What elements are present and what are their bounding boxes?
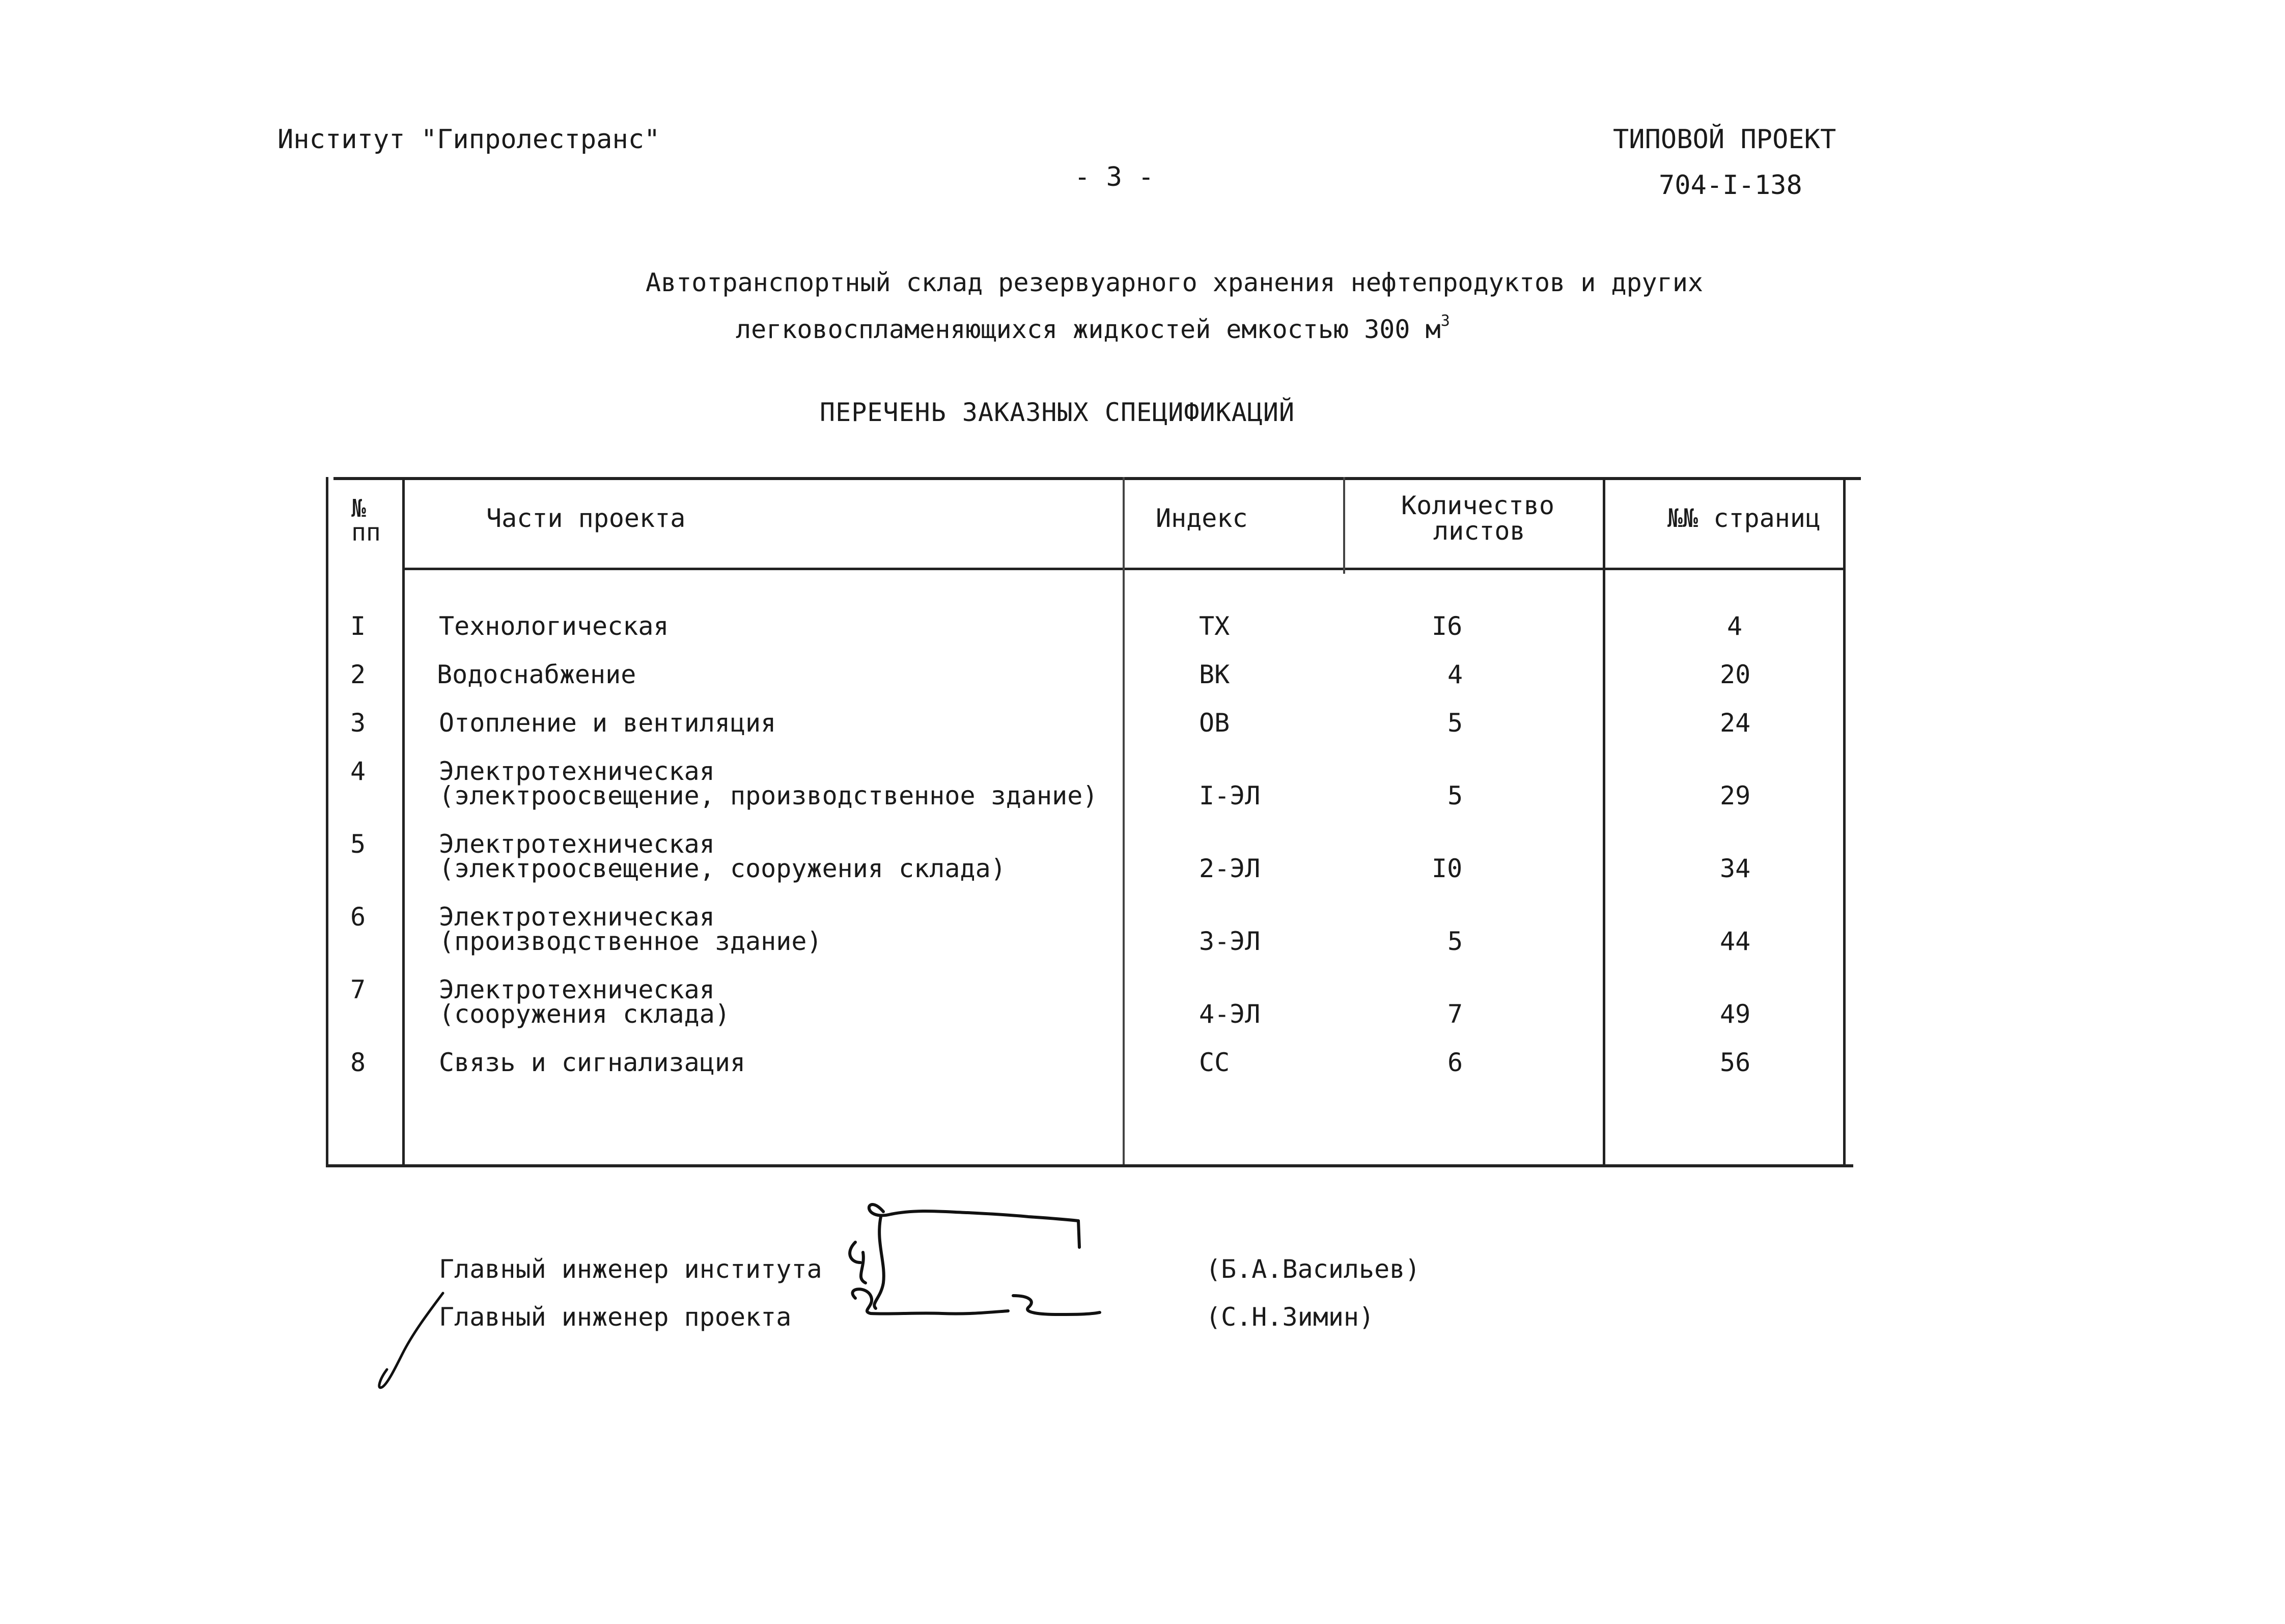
row-num: 2 [350,660,366,689]
title-line-2 [736,312,1450,344]
project-code: 704-I-138 [1659,170,1802,201]
table-col-divider-2 [1123,477,1125,1164]
row-sheets: 4 [1447,660,1463,689]
row-num: 6 [350,902,366,932]
row-num: I [350,611,366,641]
row-sheets: 5 [1447,708,1463,738]
row-page: 4 [1727,611,1743,641]
row-part: Водоснабжение [437,660,636,689]
row-sheets: 7 [1447,999,1463,1029]
row-num: 7 [350,975,366,1004]
row-num: 5 [350,829,366,859]
header-num-line1: № [351,494,366,523]
row-index: СС [1199,1048,1230,1077]
table-top-border [333,477,1861,480]
table-col-divider-4 [1603,477,1605,1164]
row-index: ТХ [1199,611,1230,641]
handwritten-mark [367,1283,458,1395]
row-num: 8 [350,1048,366,1077]
row-index: 3-ЭЛ [1199,927,1261,956]
row-page: 34 [1720,854,1751,883]
signature-name-project: (С.Н.Зимин) [1206,1302,1375,1332]
row-part: Связь и сигнализация [439,1048,746,1077]
row-index: ОВ [1199,708,1230,738]
row-part-detail: (сооружения склада) [439,999,730,1029]
row-page: 56 [1720,1048,1751,1077]
row-part-detail: (электроосвещение, производственное здание) [439,781,1098,810]
row-index: 4-ЭЛ [1199,999,1261,1029]
row-page: 44 [1720,927,1751,956]
row-index: 2-ЭЛ [1199,854,1261,883]
table-col-divider-1 [402,477,405,1164]
row-page: 49 [1720,999,1751,1029]
project-type: ТИПОВОЙ ПРОЕКТ [1613,124,1836,155]
table-left-border [326,477,328,1167]
title-line-2-superscript: 3 [1440,312,1450,330]
row-index: I-ЭЛ [1199,781,1261,810]
row-sheets: I0 [1432,854,1463,883]
row-sheets: 5 [1447,927,1463,956]
row-sheets: 6 [1447,1048,1463,1077]
page-number: - 3 - [1074,162,1154,192]
specifications-heading: ПЕРЕЧЕНЬ ЗАКАЗНЫХ СПЕЦИФИКАЦИЙ [820,398,1295,427]
table-col-divider-3 [1343,477,1345,574]
row-part: Электротехническая [439,757,715,786]
institute-name: Институт "Гипролестранс" [277,124,660,155]
row-part: Электротехническая [439,829,715,859]
row-num: 4 [350,757,366,786]
header-num-line2: пп [351,518,381,547]
handwritten-signatures [835,1181,1151,1344]
row-part-detail: (электроосвещение, сооружения склада) [439,854,1006,883]
header-sheets-line1: Количество [1401,491,1555,520]
header-sheets-line2: листов [1433,516,1525,546]
row-sheets: 5 [1447,781,1463,810]
signature-role-institute: Главный инженер института [439,1254,822,1284]
row-page: 24 [1720,708,1751,738]
row-index: ВК [1199,660,1230,689]
row-part: Технологическая [439,611,669,641]
row-part: Отопление и вентиляция [439,708,776,738]
title-line-2-text: легковоспламеняющихся жидкостей емкостью 300 м [736,315,1441,344]
row-part-detail: (производственное здание) [439,927,822,956]
row-sheets: I6 [1432,611,1463,641]
signature-name-institute: (Б.А.Васильев) [1206,1254,1420,1284]
table-right-border [1843,477,1846,1164]
row-page: 20 [1720,660,1751,689]
table-header-separator [405,568,1846,570]
header-index: Индекс [1156,503,1248,533]
title-line-1: Автотранспортный склад резервуарного хранения нефтепродуктов и других [646,268,1704,297]
row-part: Электротехническая [439,975,715,1004]
row-part: Электротехническая [439,902,715,932]
header-parts: Части проекта [486,503,686,533]
table-bottom-border [326,1164,1853,1167]
signature-role-project: Главный инженер проекта [439,1302,792,1332]
row-num: 3 [350,708,366,738]
header-pages: №№ страниц [1667,503,1821,533]
row-page: 29 [1720,781,1751,810]
